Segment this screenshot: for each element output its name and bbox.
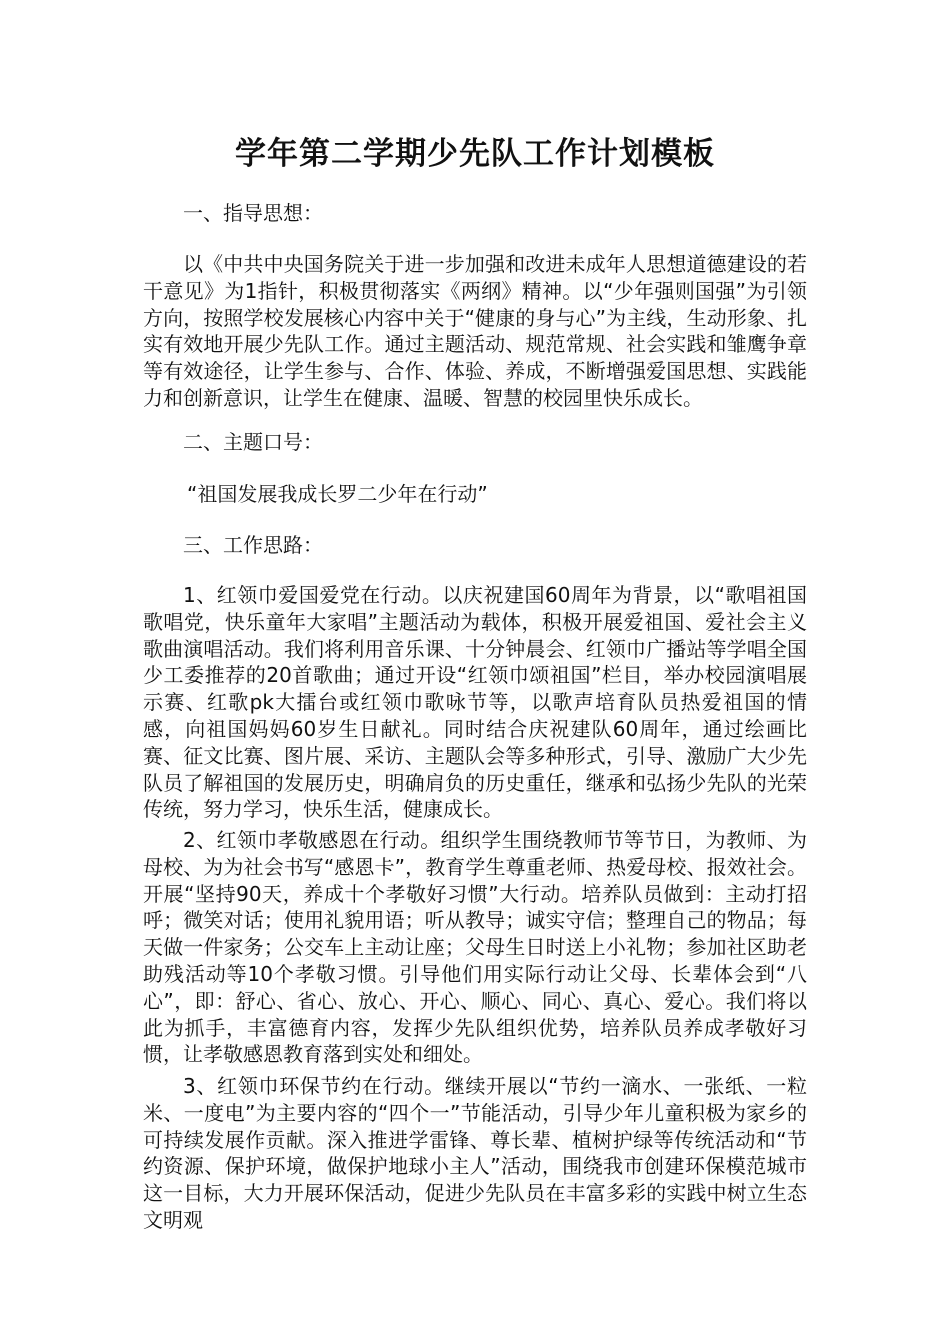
paragraph-guiding-thought: 以《中共中央国务院关于进一步加强和改进未成年人思想道德建设的若干意见》为1指针，积极贯彻落实《两纲》精神。以“少年强则国强”为引领方向，按照学校发展核心内容中关于“健康的身与心”为主线，生动形象、扎实有效地开展少先队工作。通过主题活动、规范常规、社会实践和雏鹰争章等有效途径，让学生参与、合作、体验、养成，不断增强爱国思想、实践能力和创新意识，让学生在健康、温暖、智慧的校园里快乐成长。: [143, 252, 807, 410]
paragraph-item-3: 3、红领巾环保节约在行动。继续开展以“节约一滴水、一张纸、一粒米、一度电”为主要内容的“四个一”节能活动，引导少年儿童积极为家乡的可持续发展作贡献。深入推进学雷锋、尊长辈、植树护绿等传统活动和“节约资源、保护环境，做保护地球小主人”活动，围绕我市创建环保模范城市这一目标，大力开展环保活动，促进少先队员在丰富多彩的实践中树立生态文明观: [143, 1074, 807, 1232]
paragraph-item-2: 2、红领巾孝敬感恩在行动。组织学生围绕教师节等节日，为教师、为母校、为为社会书写“感恩卡”，教育学生尊重老师、热爱母校、报效社会。开展“坚持90天，养成十个孝敬好习惯”大行动。培养队员做到：主动打招呼；微笑对话；使用礼貌用语；听从教导；诚实守信；整理自己的物品；每天做一件家务；公交车上主动让座；父母生日时送上小礼物；参加社区助老助残活动等10个孝敬习惯。引导他们用实际行动让父母、长辈体会到“八心”，即：舒心、省心、放心、开心、顺心、同心、真心、爱心。我们将以此为抓手，丰富德育内容，发挥少先队组织优势，培养队员养成孝敬好习惯，让孝敬感恩教育落到实处和细处。: [143, 828, 807, 1067]
slogan-text: “祖国发展我成长罗二少年在行动”: [187, 482, 488, 506]
section-heading-slogan: 二、主题口号：: [183, 430, 323, 454]
document-title: 学年第二学期少先队工作计划模板: [235, 136, 715, 172]
paragraph-item-1: 1、红领巾爱国爱党在行动。以庆祝建国60周年为背景，以“歌唱祖国歌唱党，快乐童年大家唱”主题活动为载体，积极开展爱祖国、爱社会主义歌曲演唱活动。我们将利用音乐课、十分钟晨会、红领巾广播站等学唱全国少工委推荐的20首歌曲；通过开设“红领巾颂祖国”栏目，举办校园演唱展示赛、红歌pk大擂台或红领巾歌咏节等，以歌声培育队员热爱祖国的情感，向祖国妈妈60岁生日献礼。同时结合庆祝建队60周年，通过绘画比赛、征文比赛、图片展、采访、主题队会等多种形式，引导、激励广大少先队员了解祖国的发展历史，明确肩负的历史重任，继承和弘扬少先队的光荣传统，努力学习，快乐生活，健康成长。: [143, 583, 807, 822]
section-heading-work-approach: 三、工作思路：: [183, 533, 323, 557]
section-heading-guiding-thought: 一、指导思想：: [183, 201, 323, 225]
